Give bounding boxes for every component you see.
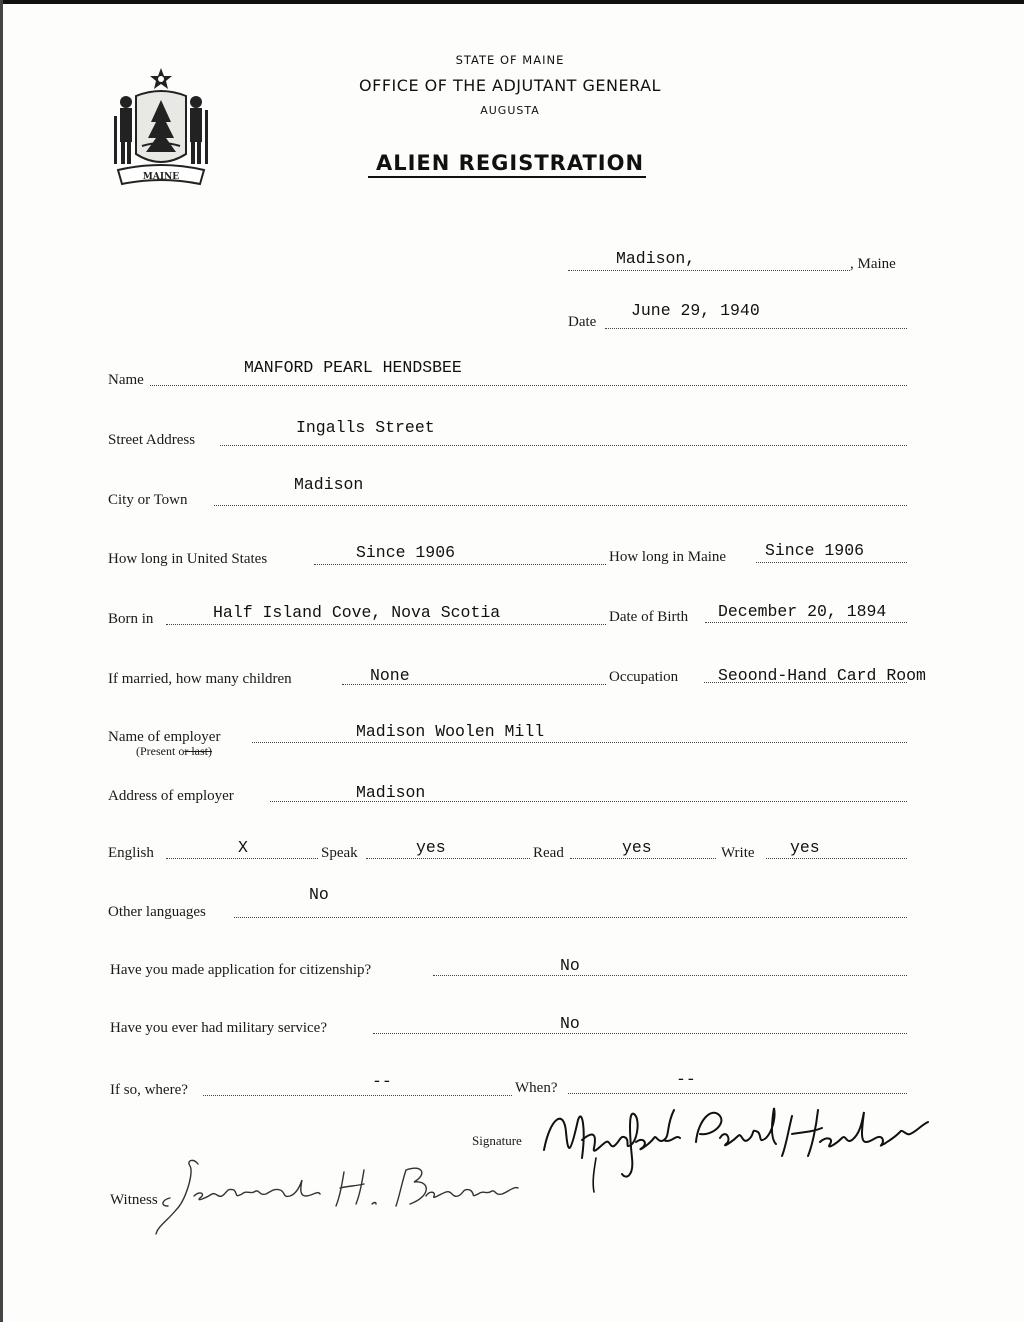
maine-seal-icon	[108, 66, 214, 192]
header-city: AUGUSTA	[480, 104, 540, 117]
when-line	[568, 1093, 907, 1094]
read-line	[570, 858, 716, 859]
where-line	[203, 1095, 512, 1096]
name-label: Name	[108, 372, 144, 388]
other-languages-line	[234, 917, 907, 918]
where-label: If so, where?	[110, 1082, 188, 1098]
dob-value: December 20, 1894	[718, 602, 887, 621]
us-value: Since 1906	[356, 543, 456, 562]
header-office: OFFICE OF THE ADJUTANT GENERAL	[359, 76, 661, 95]
english-label: English	[108, 845, 154, 861]
street-line	[220, 445, 907, 446]
title-underline	[368, 176, 646, 178]
scan-border-top	[0, 0, 1024, 4]
signature-label: Signature	[472, 1133, 522, 1148]
military-value: No	[560, 1014, 580, 1033]
city-label: City or Town	[108, 492, 188, 508]
born-value: Half Island Cove, Nova Scotia	[213, 603, 501, 622]
military-label: Have you ever had military service?	[110, 1020, 327, 1036]
other-languages-value: No	[309, 885, 329, 904]
street-label: Street Address	[108, 432, 196, 448]
form-title: ALIEN REGISTRATION	[375, 151, 645, 175]
town-value: Madison,	[616, 249, 696, 268]
dob-label: Date of Birth	[609, 609, 689, 625]
us-line	[314, 564, 606, 565]
maine-line	[756, 562, 907, 563]
name-line	[150, 385, 907, 386]
witness-label: Witness	[110, 1192, 158, 1208]
when-value: --	[676, 1070, 696, 1089]
citizenship-value: No	[560, 956, 580, 975]
read-label: Read	[533, 845, 564, 861]
seal-banner-text: MAINE	[142, 172, 180, 182]
other-languages-label: Other languages	[108, 904, 206, 920]
dob-line	[705, 622, 907, 623]
where-value: --	[372, 1072, 392, 1091]
military-line	[373, 1033, 907, 1034]
read-value: yes	[622, 838, 652, 857]
speak-label: Speak	[321, 845, 358, 861]
employer-label: Name of employer	[108, 729, 221, 745]
witness-handwriting	[150, 1150, 540, 1242]
maine-label: How long in Maine	[609, 549, 727, 565]
write-line	[766, 858, 907, 859]
maine-value: Since 1906	[765, 541, 865, 560]
header-state: STATE OF MAINE	[455, 53, 565, 67]
children-label: If married, how many children	[108, 671, 292, 687]
english-line	[166, 858, 318, 859]
date-label: Date	[568, 314, 597, 330]
town-line	[568, 270, 850, 271]
signature-handwriting	[536, 1098, 936, 1198]
when-label: When?	[515, 1080, 558, 1096]
street-value: Ingalls Street	[296, 418, 435, 437]
employer-address-value: Madison	[356, 783, 426, 802]
write-label: Write	[721, 845, 755, 861]
citizenship-label: Have you made application for citizenship?	[110, 962, 372, 978]
born-label: Born in	[108, 611, 154, 627]
english-value: X	[238, 838, 248, 857]
citizenship-line	[433, 975, 907, 976]
occupation-value: Seoond-Hand Card Room	[718, 666, 926, 685]
date-line	[605, 328, 907, 329]
employer-value: Madison Woolen Mill	[356, 722, 545, 741]
speak-value: yes	[416, 838, 446, 857]
town-suffix: , Maine	[850, 256, 896, 272]
employer-line	[252, 742, 907, 743]
us-label: How long in United States	[108, 551, 268, 567]
name-value: MANFORD PEARL HENDSBEE	[244, 358, 462, 377]
scan-border-left	[0, 0, 3, 1322]
employer-address-label: Address of employer	[108, 788, 234, 804]
occupation-label: Occupation	[609, 669, 679, 685]
born-line	[166, 624, 606, 625]
write-value: yes	[790, 838, 820, 857]
date-value: June 29, 1940	[631, 301, 760, 320]
children-value: None	[370, 666, 410, 685]
speak-line	[366, 858, 530, 859]
city-line	[214, 505, 907, 506]
employer-sublabel: (Present or last)	[136, 744, 212, 758]
city-value: Madison	[294, 475, 364, 494]
